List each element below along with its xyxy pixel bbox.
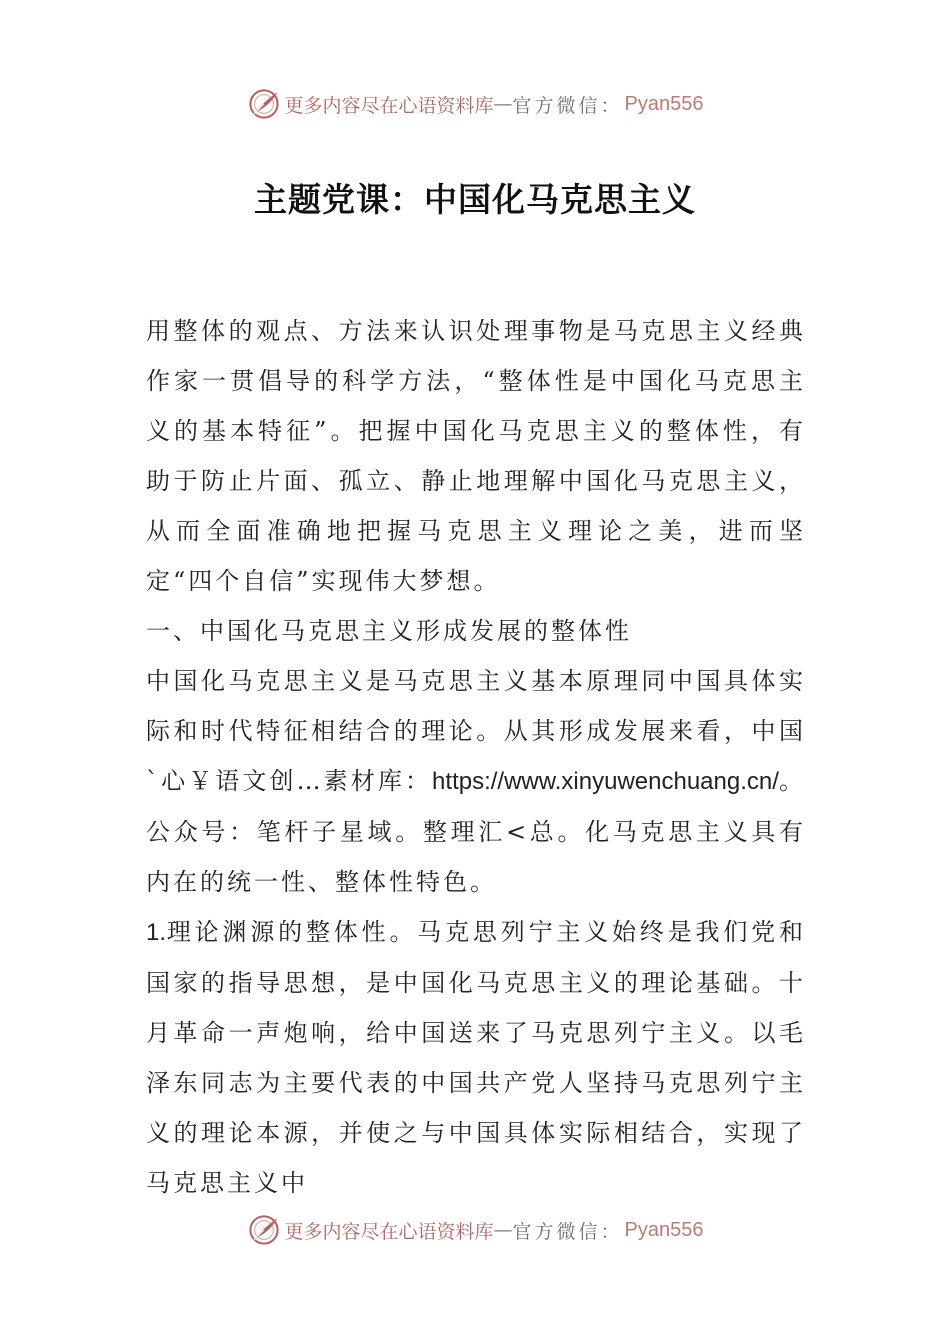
- watermark-brand-text: 更多内容尽在心语资料库: [284, 1220, 494, 1243]
- subsection-1-paragraph: [146, 907, 806, 1208]
- source-url: https://www.xinyuwenchuang.cn/: [432, 768, 779, 795]
- watermark-sub-text: 官方微信：: [512, 94, 623, 117]
- section-1-text-part2: 。公众号：笔杆子星域。整理汇<总。化马克思主义具有内在的统一性、整体性特色。: [146, 767, 807, 896]
- feather-pen-logo-icon: [247, 1213, 281, 1247]
- document-body: [146, 306, 806, 1208]
- header-watermark: [0, 84, 950, 124]
- watermark-account-id: Pyan556: [624, 92, 704, 115]
- subsection-number: 1.: [146, 919, 167, 946]
- feather-pen-logo-icon: [247, 87, 281, 121]
- watermark-separator: —: [493, 93, 513, 115]
- intro-paragraph: 用整体的观点、方法来认识处理事物是马克思主义经典作家一贯倡导的科学方法，“整体性是中国化马克思主义的基本特征”。把握中国化马克思主义的整体性，有助于防止片面、孤立、静止地理解中国化马克思主义，从而全面准确地把握马克思主义理论之美，进而坚定“四个自信”实现伟大梦想。: [146, 317, 806, 595]
- section-1-paragraph: [146, 656, 806, 907]
- subsection-1-text: 理论渊源的整体性。马克思列宁主义始终是我们党和国家的指导思想，是中国化马克思主义的理论基础。十月革命一声炮响，给中国送来了马克思列宁主义。以毛泽东同志为主要代表的中国共产党人坚持马克思列宁主义的理论本源，并使之与中国具体实际相结合，实现了马克思主义中: [146, 918, 806, 1197]
- section-1-text-part1: 中国化马克思主义是马克思主义基本原理同中国具体实际和时代特征相结合的理论。从其形成发展来看，中国`心￥语文创…素材库：: [146, 667, 806, 795]
- watermark-brand-text: 更多内容尽在心语资料库: [284, 94, 494, 117]
- watermark-account-id: Pyan556: [624, 1218, 704, 1241]
- watermark-sub-text: 官方微信：: [512, 1220, 623, 1243]
- footer-watermark: [0, 1210, 950, 1250]
- page-title: 主题党课：中国化马克思主义: [254, 180, 696, 219]
- watermark-separator: —: [493, 1219, 513, 1241]
- section-heading-1: 一、中国化马克思主义形成发展的整体性: [146, 617, 632, 645]
